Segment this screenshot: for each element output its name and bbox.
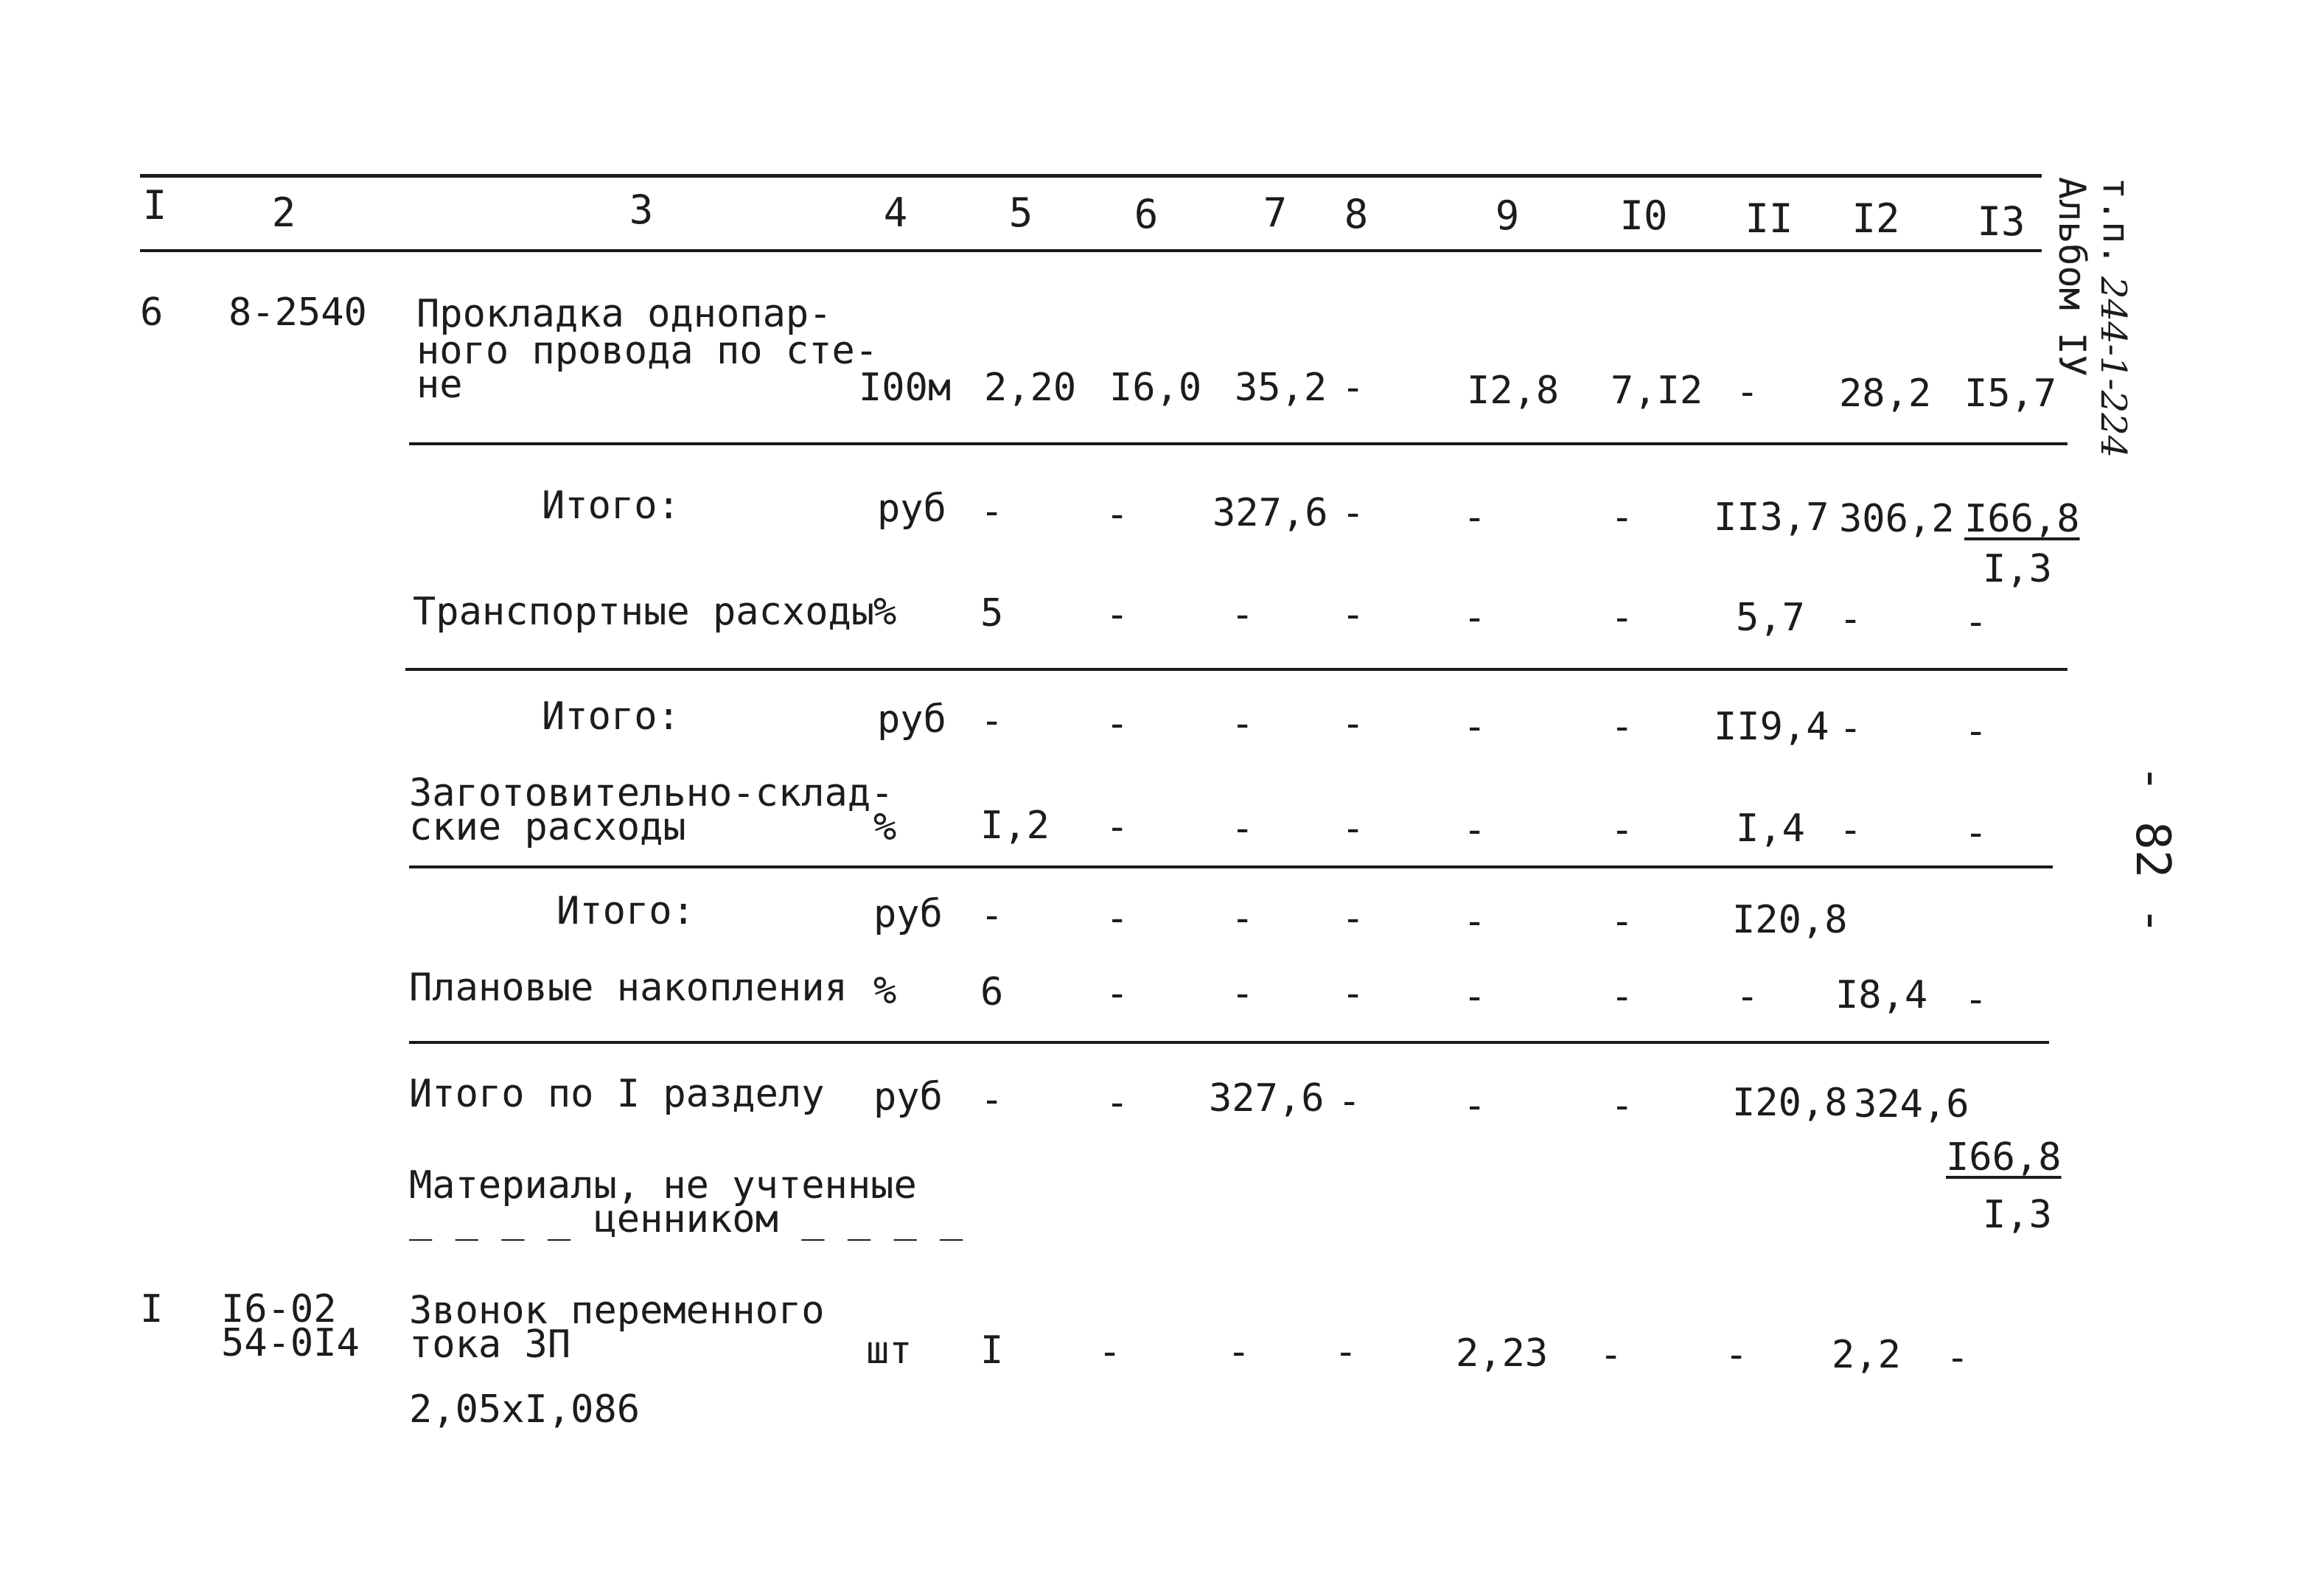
cell-10: - — [1599, 1333, 1623, 1377]
cell-8: - — [1341, 896, 1365, 941]
cell-6: I6,0 — [1109, 366, 1202, 410]
unit-cell: руб — [873, 1075, 943, 1119]
cell-7: - — [1231, 896, 1255, 941]
unit-cell: руб — [873, 892, 943, 936]
cell-13: - — [1964, 978, 1988, 1022]
cell-8: - — [1338, 1079, 1361, 1124]
cell-7: 327,6 — [1212, 491, 1328, 535]
cell-13: - — [1964, 600, 1988, 644]
cell-6: - — [1106, 492, 1129, 537]
name-line: Заготовительно-склад- — [409, 771, 894, 815]
name-line: Звонок переменного — [409, 1289, 825, 1333]
subtotal-label: Итого: — [542, 484, 680, 528]
cell-5: 6 — [980, 970, 1004, 1014]
col-header-5: 5 — [1008, 189, 1033, 236]
cell-9: I2,8 — [1467, 369, 1560, 413]
col-header-11: II — [1745, 195, 1793, 242]
cell-12: - — [1839, 597, 1863, 641]
cell-10: - — [1611, 1084, 1634, 1128]
album-label: Альбом IУ — [2051, 177, 2093, 377]
cell-6: - — [1106, 1081, 1129, 1125]
unit-cell: руб — [877, 697, 946, 742]
cell-12: 2,2 — [1832, 1333, 1901, 1377]
subtotal-label: Итого: — [556, 889, 695, 933]
unit-cell: шт — [866, 1328, 912, 1373]
cell-13-bottom: I,3 — [1983, 547, 2052, 591]
name-line: Прокладка однопар- — [416, 292, 832, 336]
col-header-8: 8 — [1344, 191, 1369, 237]
cell-12: - — [1839, 808, 1863, 852]
code-line: I6-02 — [221, 1287, 337, 1331]
row-divider — [409, 442, 2067, 445]
cell-12: 306,2 — [1839, 497, 1955, 541]
page-number: - 82 - — [2125, 764, 2180, 936]
row-divider — [409, 865, 2053, 868]
cell-12: I8,4 — [1835, 973, 1928, 1017]
formula-note: 2,05xI,086 — [409, 1387, 641, 1432]
cell-5: - — [980, 699, 1004, 743]
cell-10: - — [1611, 808, 1634, 852]
cell-7: 35,2 — [1235, 366, 1327, 410]
cell-7: 327,6 — [1209, 1076, 1325, 1121]
cell-8: - — [1341, 807, 1365, 851]
cell-10: 7,I2 — [1611, 369, 1703, 413]
cell-5: 5 — [980, 591, 1004, 635]
code-line: 54-0I4 — [221, 1321, 360, 1365]
album-code: т.п. — [2095, 177, 2138, 266]
cell-12: - — [1839, 706, 1863, 750]
cell-11: - — [1736, 370, 1759, 414]
subtotal-label: Итого: — [542, 694, 680, 739]
cell-8: - — [1341, 702, 1365, 746]
unit-cell: % — [873, 590, 897, 634]
name-line: не — [416, 363, 463, 407]
cell-8: - — [1341, 366, 1365, 410]
col-header-10: I0 — [1619, 192, 1668, 239]
cell-5: - — [980, 893, 1004, 938]
cell-9: 2,23 — [1456, 1331, 1549, 1376]
col-header-9: 9 — [1495, 192, 1520, 239]
cell-6: - — [1106, 896, 1129, 941]
cell-9: - — [1463, 1084, 1487, 1128]
cell-5: - — [980, 1078, 1004, 1122]
cell-11: I20,8 — [1732, 898, 1848, 942]
cell-7: - — [1231, 702, 1255, 746]
cell-9: - — [1463, 596, 1487, 640]
name-cell: Плановые накопления — [409, 966, 848, 1010]
cell-11: II9,4 — [1714, 705, 1829, 749]
section-heading-sub: _ _ _ _ ценником _ _ _ _ — [409, 1197, 963, 1241]
cell-13-top: I66,8 — [1946, 1135, 2062, 1180]
cell-9: - — [1463, 495, 1487, 540]
album-number: 244-1-224 — [2093, 276, 2134, 459]
cell-7: - — [1231, 807, 1255, 851]
cell-13: - — [1964, 709, 1988, 753]
row-number: I — [140, 1287, 164, 1331]
cell-11: - — [1725, 1333, 1748, 1377]
cell-6: - — [1106, 702, 1129, 746]
cell-13-bottom: I,3 — [1983, 1193, 2052, 1237]
cell-11: II3,7 — [1714, 495, 1829, 540]
cell-10: - — [1611, 596, 1634, 640]
cell-13: - — [1964, 811, 1988, 855]
col-header-4: 4 — [883, 189, 908, 236]
cell-7: - — [1231, 593, 1255, 637]
col-header-2: 2 — [271, 189, 296, 236]
name-cell: Транспортные расходы — [413, 590, 875, 634]
col-header-12: I2 — [1852, 195, 1900, 242]
name-line: ские расходы — [409, 805, 686, 849]
cell-8: - — [1341, 972, 1365, 1016]
cell-11: I,4 — [1736, 807, 1805, 851]
cell-5: 2,20 — [984, 366, 1077, 410]
header-top-rule — [140, 174, 2042, 178]
cell-9: - — [1463, 705, 1487, 749]
cell-12: 324,6 — [1854, 1082, 1969, 1126]
cell-6: - — [1106, 805, 1129, 849]
cell-9: - — [1463, 899, 1487, 944]
cell-10: - — [1611, 495, 1634, 540]
section-total-label: Итого по I разделу — [409, 1072, 825, 1116]
col-header-7: 7 — [1263, 189, 1288, 236]
cell-7: - — [1227, 1330, 1251, 1374]
unit-cell: I00м — [859, 366, 952, 410]
cell-13: - — [1946, 1336, 1969, 1380]
cell-10: - — [1611, 975, 1634, 1019]
unit-cell: % — [873, 969, 897, 1013]
cell-8: - — [1341, 491, 1365, 535]
cell-11: - — [1736, 975, 1759, 1019]
col-header-13: I3 — [1977, 198, 2025, 245]
row-divider — [409, 1041, 2049, 1044]
cell-10: - — [1611, 705, 1634, 749]
cell-12: 28,2 — [1839, 372, 1932, 416]
row-divider — [405, 668, 2067, 671]
cell-13-top: I66,8 — [1964, 497, 2080, 541]
row-number: 6 — [140, 290, 164, 335]
unit-cell: % — [873, 805, 897, 849]
cell-8: - — [1334, 1330, 1358, 1374]
name-line: ного провода по сте- — [416, 329, 879, 373]
cell-6: - — [1106, 972, 1129, 1016]
cell-11: 5,7 — [1736, 596, 1805, 640]
unit-cell: руб — [877, 487, 946, 531]
cell-9: - — [1463, 975, 1487, 1019]
col-header-3: 3 — [629, 187, 654, 233]
album-stamp — [2051, 177, 2204, 560]
cell-5: - — [980, 490, 1004, 534]
cell-5: I,2 — [980, 804, 1050, 848]
cell-11: I20,8 — [1732, 1081, 1848, 1125]
cell-8: - — [1341, 593, 1365, 637]
cell-7: - — [1231, 972, 1255, 1016]
header-bottom-rule — [140, 249, 2042, 252]
cell-6: - — [1106, 593, 1129, 637]
cell-10: - — [1611, 899, 1634, 944]
name-line: тока ЗП — [409, 1323, 571, 1367]
cell-13: I5,7 — [1964, 372, 2057, 416]
cell-6: - — [1098, 1330, 1122, 1374]
cell-9: - — [1463, 808, 1487, 852]
col-header-1: I — [142, 182, 167, 229]
section-heading: Материалы, не учтенные — [409, 1163, 917, 1208]
col-header-6: 6 — [1134, 191, 1159, 237]
code-cell: 8-2540 — [228, 290, 367, 335]
cell-5: I — [980, 1328, 1004, 1373]
